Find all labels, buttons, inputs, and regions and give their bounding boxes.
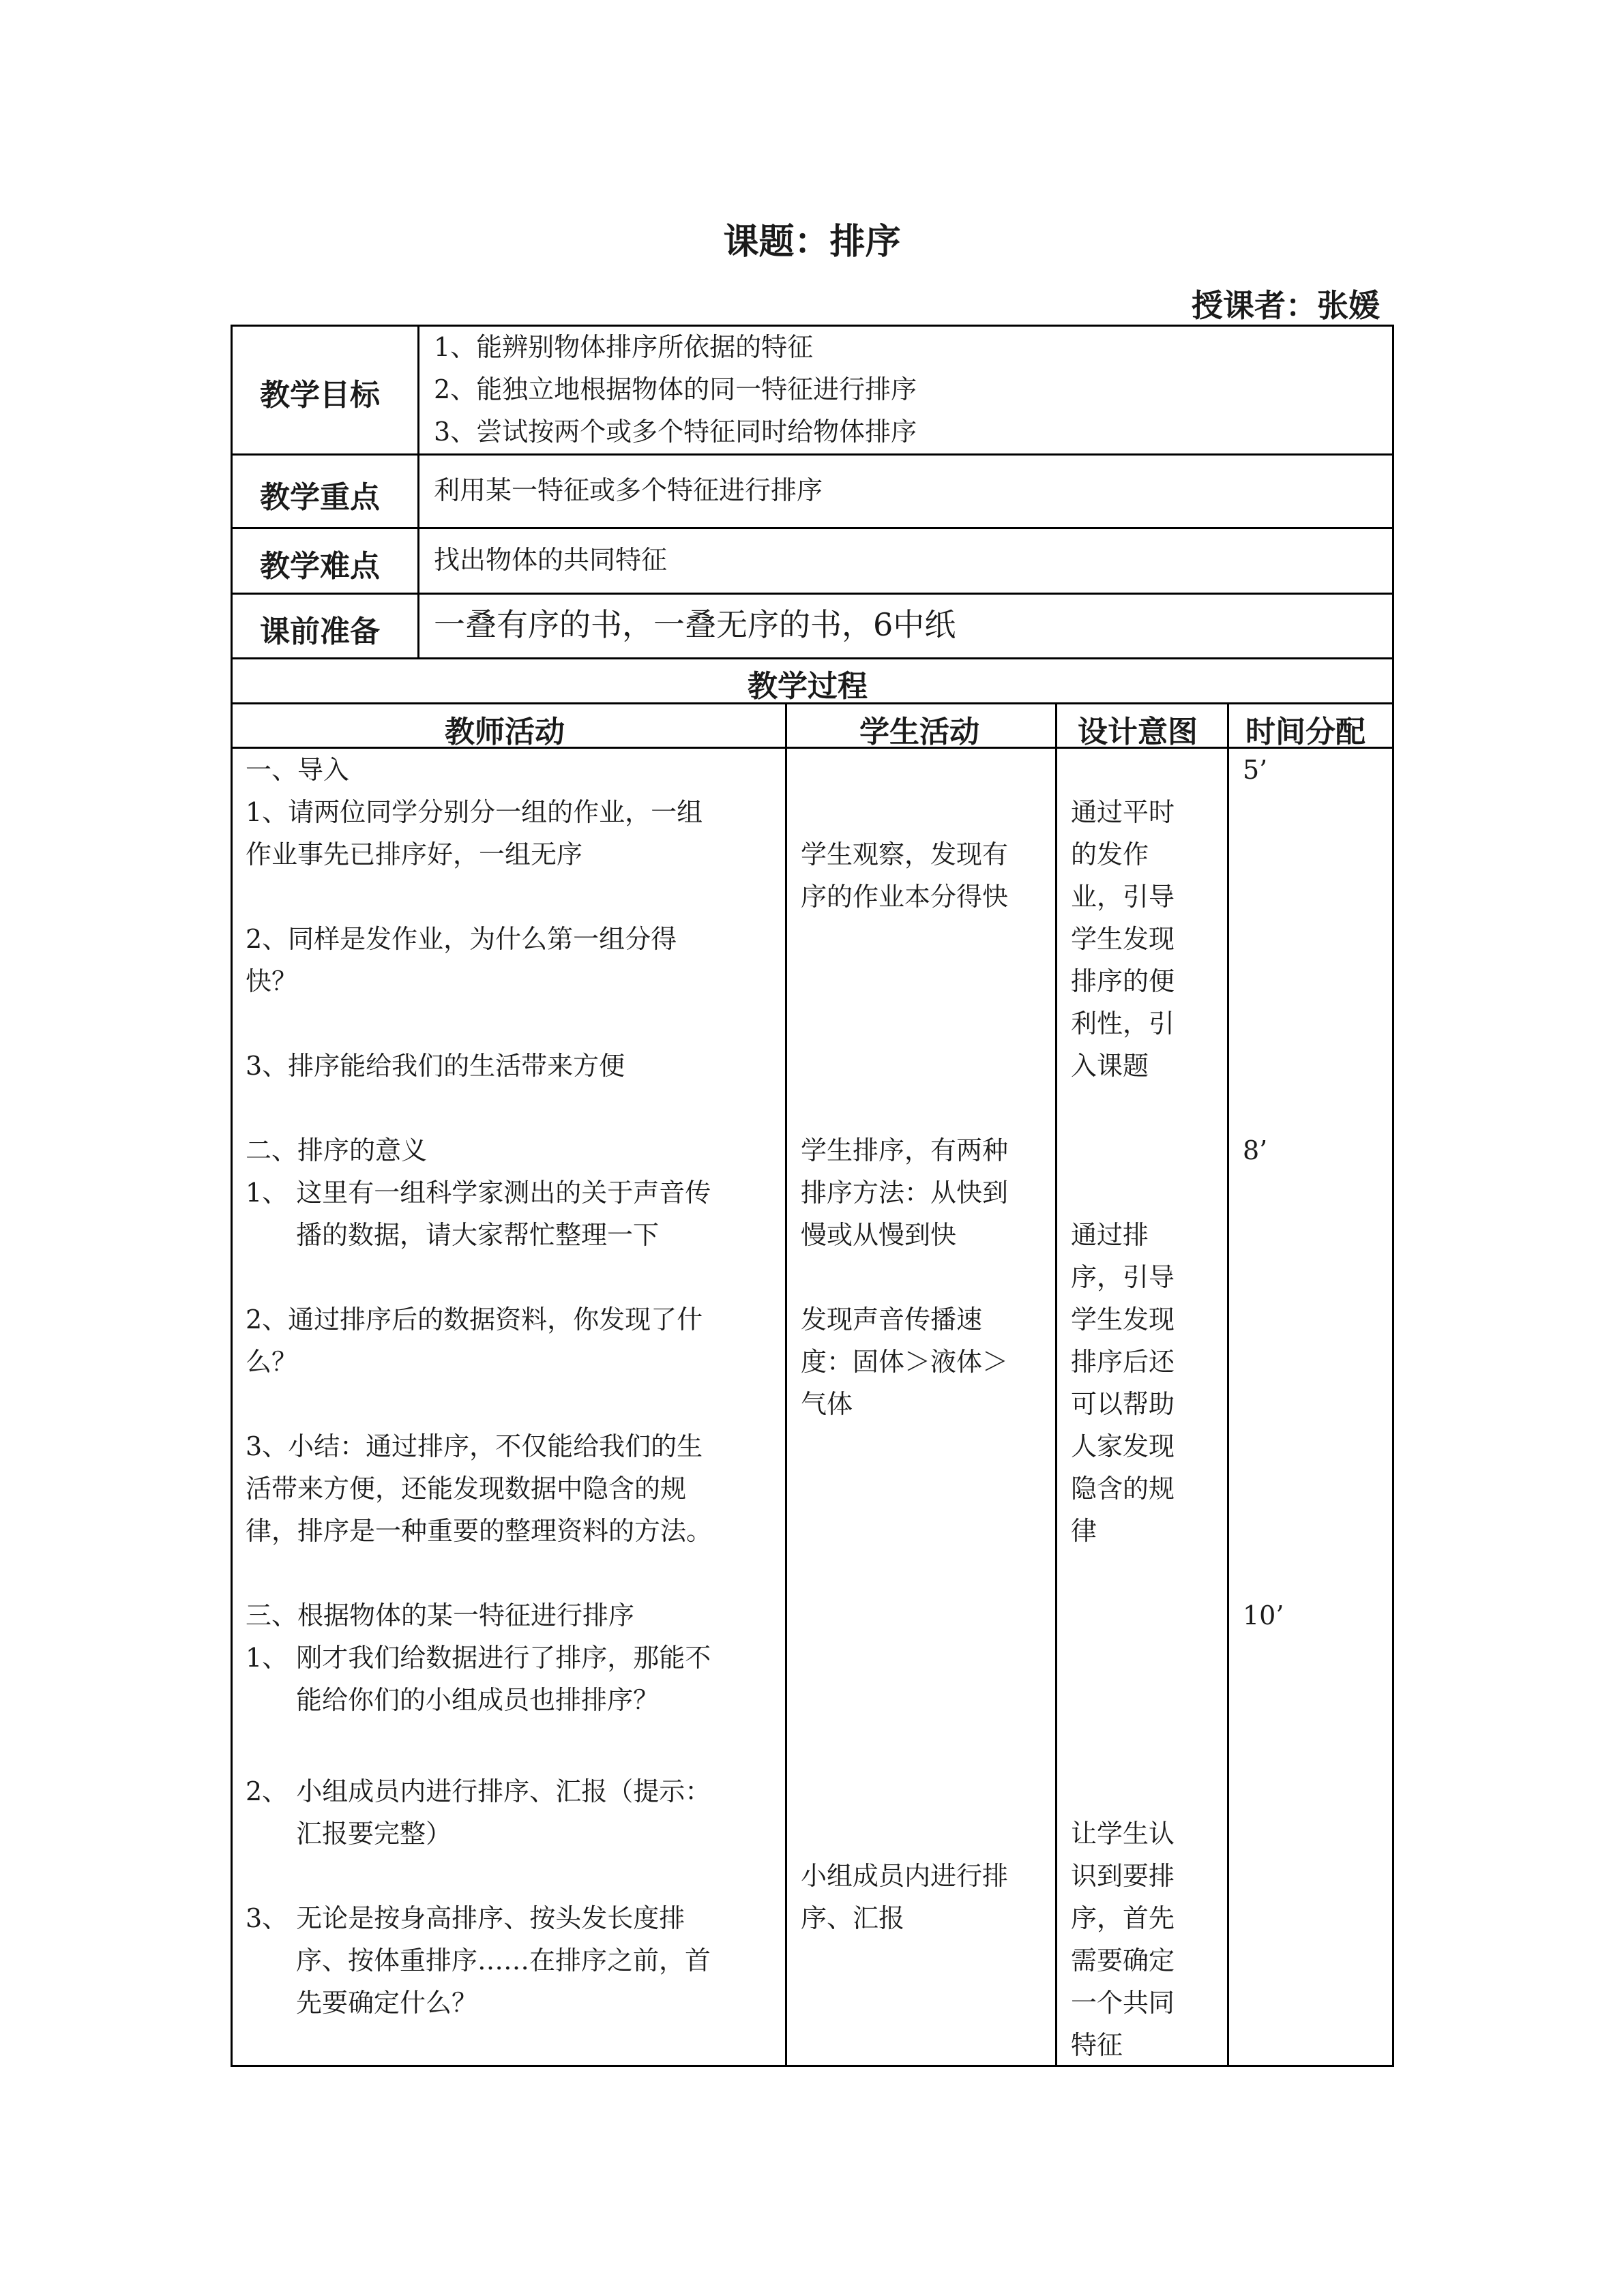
- teacher-line: 先要确定什么？: [296, 1988, 478, 2018]
- teacher-line: 二、排序的意义: [246, 1135, 428, 1165]
- intent-line: 的发作: [1071, 839, 1149, 869]
- objectives-label: 教学目标: [260, 378, 380, 413]
- teacher-line: 1、 这里有一组科学家测出的关于声音传: [246, 1178, 711, 1208]
- intent-line: 入课题: [1071, 1051, 1149, 1081]
- teacher-line: 3、 无论是按身高排序、按头发长度排: [246, 1903, 685, 1933]
- student-line: 学生观察，发现有: [801, 839, 1009, 869]
- header-intent: 设计意图: [1078, 715, 1198, 749]
- student-line: 度：固体＞液体＞: [801, 1347, 1009, 1377]
- teacher-line: 能给你们的小组成员也排排序？: [296, 1685, 660, 1715]
- intent-line: 排序的便: [1071, 966, 1175, 996]
- teacher-line: 2、同样是发作业，为什么第一组分得: [246, 924, 677, 954]
- difficulty-text: 找出物体的共同特征: [434, 545, 668, 575]
- teacher-line: 播的数据，请大家帮忙整理一下: [296, 1220, 660, 1250]
- intent-line: 让学生认: [1071, 1819, 1175, 1849]
- student-line: 序、汇报: [801, 1903, 905, 1933]
- process-title: 教学过程: [748, 669, 868, 704]
- intent-line: 业，引导: [1071, 882, 1175, 912]
- header-time: 时间分配: [1245, 715, 1365, 749]
- teacher-line: 1、请两位同学分别分一组的作业，一组: [246, 797, 703, 827]
- focus-label: 教学重点: [260, 480, 380, 515]
- prep-text: 一叠有序的书，一叠无序的书，6中纸: [434, 606, 956, 643]
- intent-line: 序，引导: [1071, 1262, 1175, 1292]
- page-title: 课题：排序: [723, 222, 901, 263]
- student-line: 小组成员内进行排: [801, 1861, 1009, 1891]
- student-line: 发现声音传播速: [801, 1304, 983, 1335]
- teacher-line: 序、按体重排序……在排序之前，首: [296, 1945, 711, 1976]
- intent-line: 学生发现: [1071, 924, 1175, 954]
- time-value: 10’: [1243, 1600, 1284, 1630]
- intent-line: 隐含的规: [1071, 1474, 1175, 1504]
- header-student: 学生活动: [859, 715, 979, 749]
- teacher-line: 2、通过排序后的数据资料，你发现了什: [246, 1304, 703, 1335]
- student-line: 学生排序，有两种: [801, 1135, 1009, 1165]
- intent-line: 排序后还: [1071, 1347, 1175, 1377]
- teacher-line: 3、排序能给我们的生活带来方便: [246, 1051, 625, 1081]
- time-value: 5’: [1243, 755, 1268, 785]
- teacher-line: 活带来方便，还能发现数据中隐含的规: [246, 1474, 687, 1504]
- intent-line: 通过平时: [1071, 797, 1175, 827]
- intent-line: 利性，引: [1071, 1009, 1175, 1039]
- intent-line: 识到要排: [1071, 1861, 1175, 1891]
- teacher-line: 1、 刚才我们给数据进行了排序，那能不: [246, 1643, 711, 1673]
- intent-line: 通过排: [1071, 1220, 1149, 1250]
- student-line: 序的作业本分得快: [801, 882, 1009, 912]
- teacher-line: 一、导入: [246, 755, 350, 785]
- header-teacher: 教师活动: [445, 715, 565, 749]
- intent-line: 学生发现: [1071, 1304, 1175, 1335]
- teacher-line: 律，排序是一种重要的整理资料的方法。: [246, 1516, 713, 1546]
- objective-item: 3、尝试按两个或多个特征同时给物体排序: [434, 417, 917, 447]
- objective-item: 1、能辨别物体排序所依据的特征: [434, 332, 814, 362]
- teacher-line: 3、小结：通过排序，不仅能给我们的生: [246, 1431, 703, 1461]
- teacher-line: 么？: [246, 1347, 298, 1377]
- teacher-line: 汇报要完整）: [296, 1819, 452, 1849]
- teacher-line: 三、根据物体的某一特征进行排序: [246, 1600, 635, 1630]
- intent-line: 需要确定: [1071, 1945, 1175, 1976]
- teacher-line: 2、 小组成员内进行排序、汇报（提示：: [246, 1776, 711, 1806]
- author: 授课者：张媛: [1192, 287, 1380, 324]
- student-line: 排序方法：从快到: [801, 1178, 1009, 1208]
- intent-line: 可以帮助: [1071, 1389, 1175, 1419]
- difficulty-label: 教学难点: [260, 549, 380, 584]
- student-line: 慢或从慢到快: [801, 1220, 957, 1250]
- intent-line: 特征: [1071, 2030, 1123, 2060]
- intent-line: 序，首先: [1071, 1903, 1175, 1933]
- intent-line: 律: [1071, 1516, 1097, 1546]
- intent-line: 人家发现: [1071, 1431, 1175, 1461]
- teacher-line: 作业事先已排序好，一组无序: [246, 839, 583, 869]
- focus-text: 利用某一特征或多个特征进行排序: [434, 475, 823, 505]
- intent-line: 一个共同: [1071, 1988, 1175, 2018]
- teacher-line: 快？: [246, 966, 298, 996]
- time-value: 8’: [1243, 1135, 1268, 1165]
- student-line: 气体: [801, 1389, 853, 1419]
- objective-item: 2、能独立地根据物体的同一特征进行排序: [434, 374, 917, 404]
- prep-label: 课前准备: [260, 614, 380, 649]
